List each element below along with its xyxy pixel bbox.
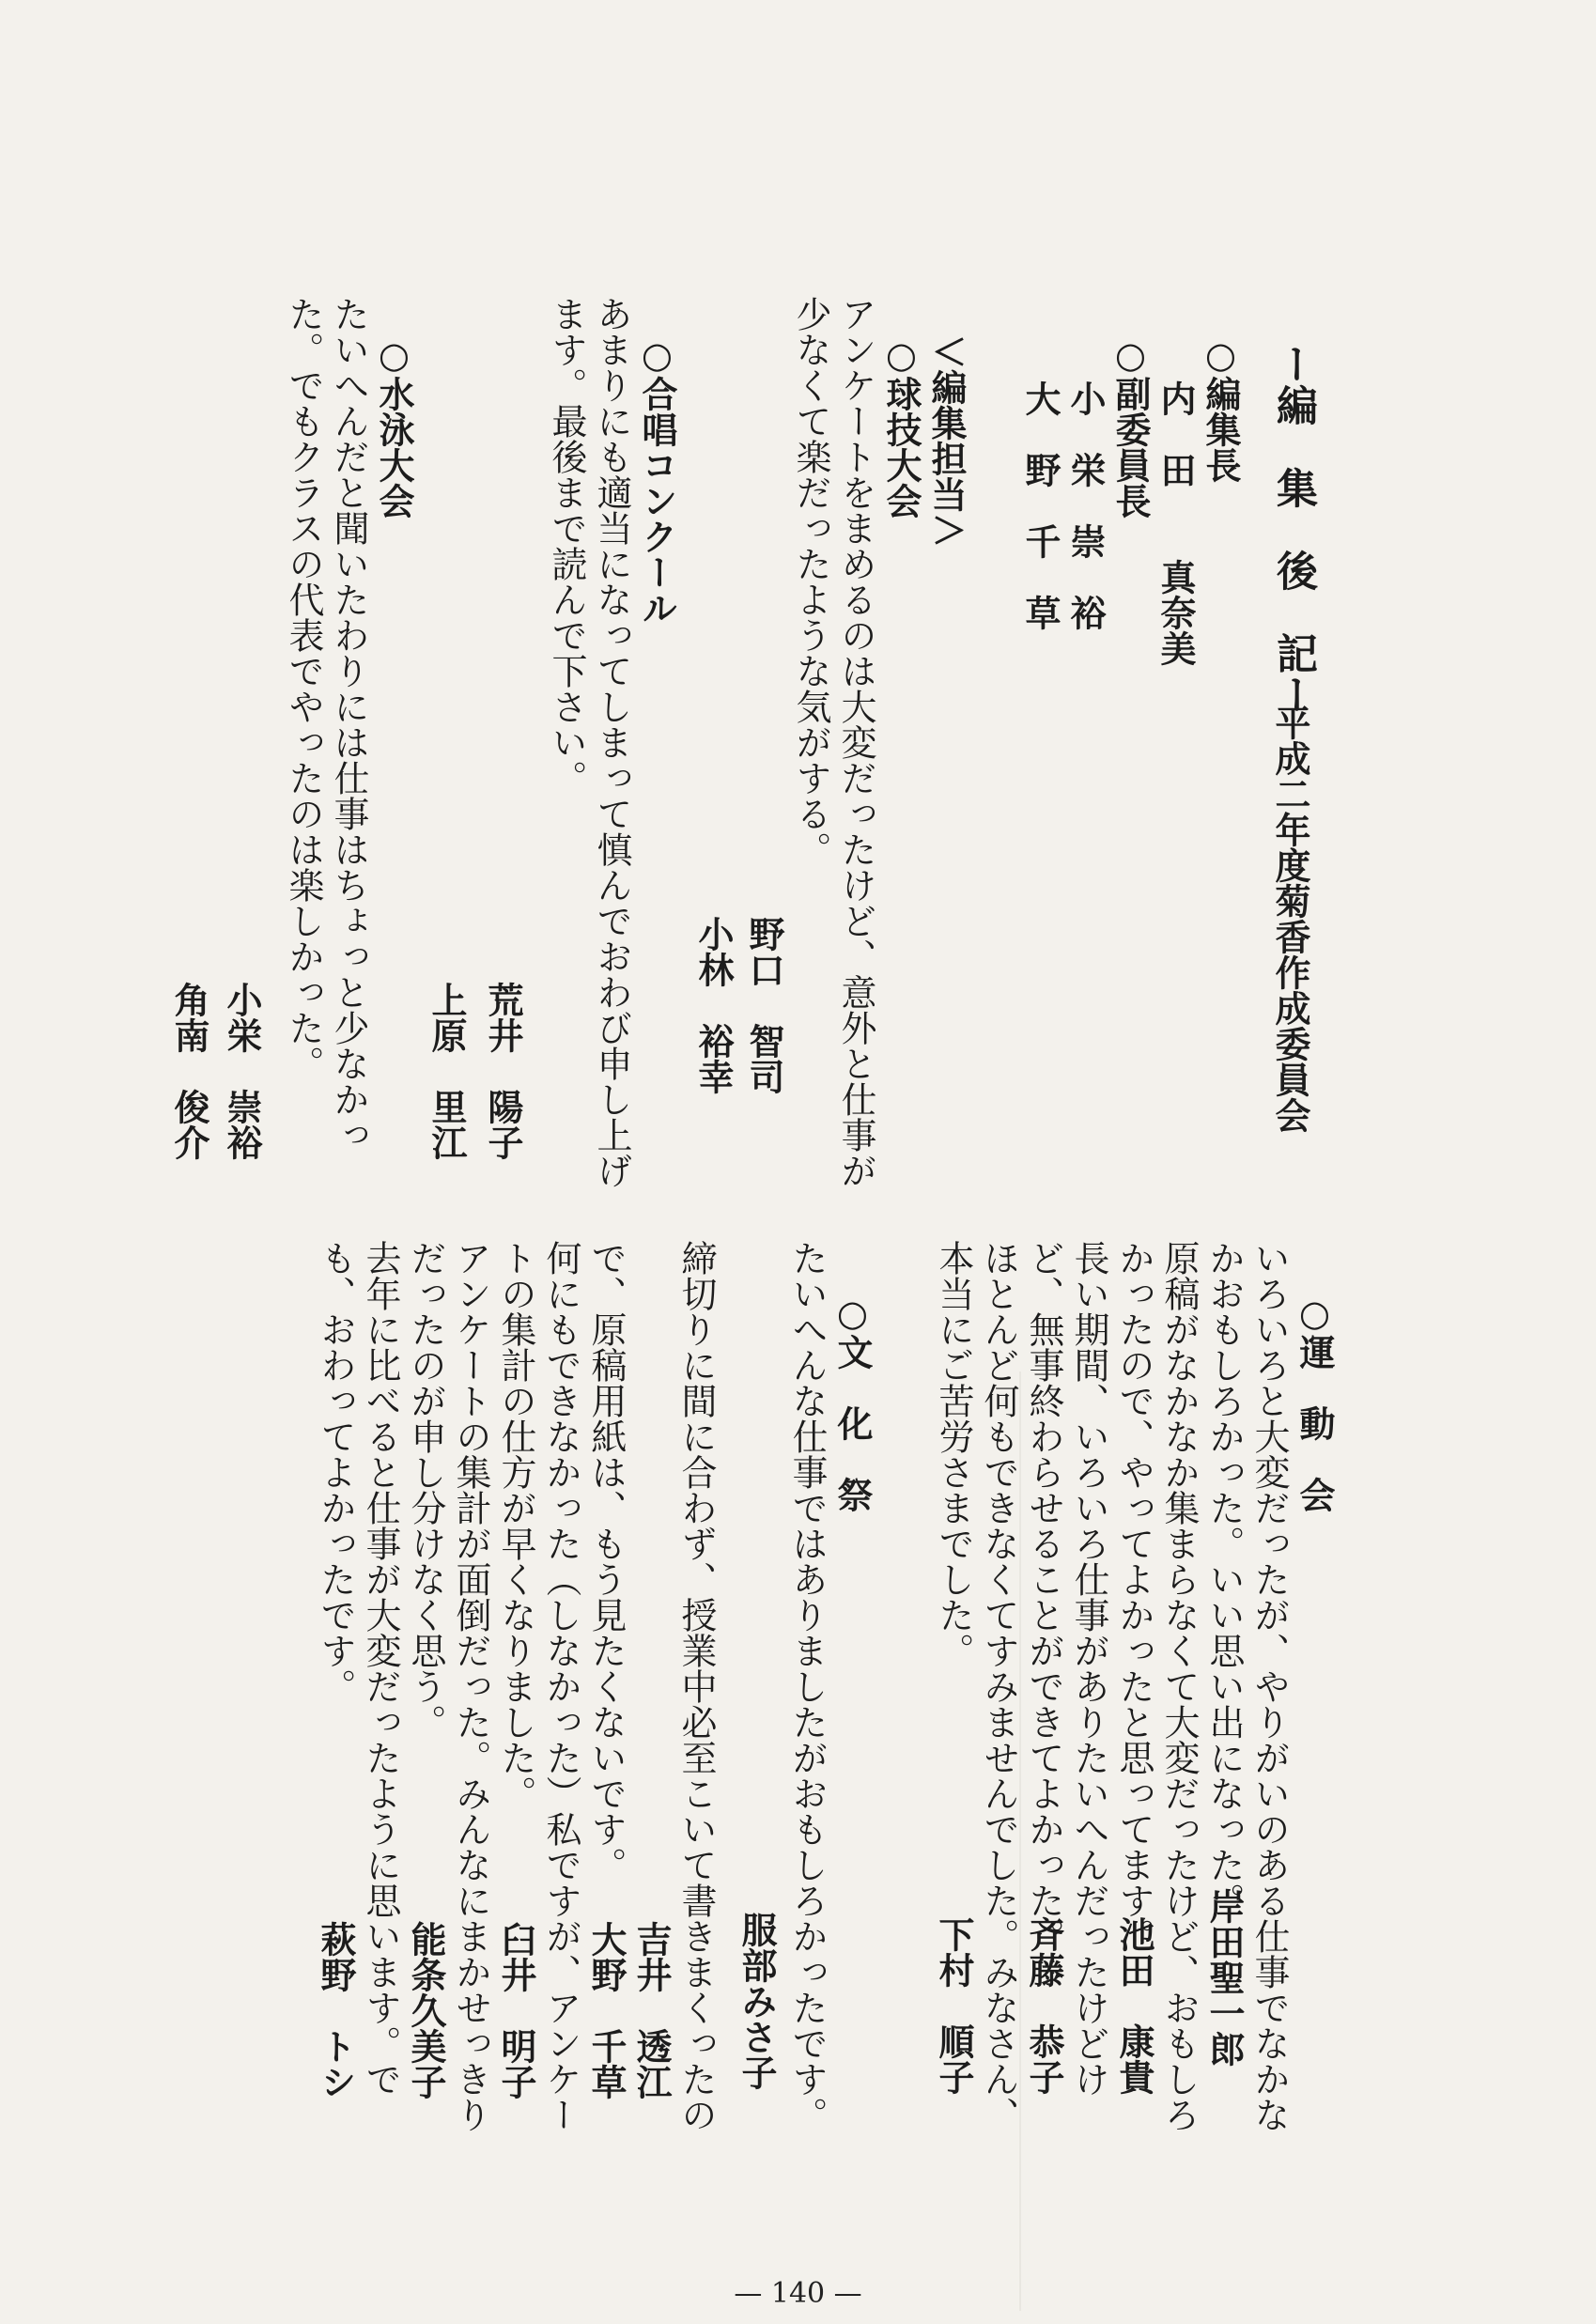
culture-festival-author-6: 萩野 トシ [315,1921,357,2099]
chorus-contest-line-1: あまりにも適当になってしまって慎んでおわび申し上げ [591,296,632,1188]
assignments-heading: ＜編集担当＞ [925,333,968,548]
vice-chair-heading: ○副委員長 [1109,333,1152,519]
swim-meet-heading: ○水泳大会 [373,333,415,519]
chorus-contest-line-2: ます。最後まで読んで下さい。 [546,296,587,796]
vice-chair-name-2: 大 野 千 草 [1019,380,1061,630]
culture-festival-line-3: で、原稿用紙は、もう見たくないです。 [585,1240,627,1882]
culture-festival-author-3: 大野 千草 [585,1921,628,2099]
culture-festival-line-5: トの集計の仕方が早くなりました。 [495,1240,536,1811]
sports-festival-author-1: 岸田聖一郎 [1203,1888,1246,2067]
culture-festival-line-8: 去年に比べると仕事が大変だったように思います。で [360,1240,401,2097]
chorus-contest-author-2: 上原 里江 [426,982,468,1160]
ball-games-author-1: 野口 智司 [743,916,785,1094]
chorus-contest-author-1: 荒井 陽子 [482,982,524,1160]
sports-festival-line-2: かおもしろかった。いい思い出になった。 [1203,1240,1245,1918]
culture-festival-author-1: 服部みさ子 [736,1912,778,2090]
culture-festival-author-4: 臼井 明子 [495,1921,537,2099]
committee-name: 平成二年度菊香作成委員会 [1269,705,1311,1133]
sports-festival-line-8: 本当にご苦労さまでした。 [933,1240,974,1668]
swim-meet-line-2: た。でもクラスの代表でやったのは楽しかった。 [283,296,324,1081]
sports-festival-heading: ○運 動 会 [1294,1292,1336,1512]
chorus-contest-heading: ○合唱コンクール [636,333,678,626]
culture-festival-heading: ○文 化 祭 [831,1292,874,1512]
chief-editor-name: 内 田 真奈美 [1154,380,1197,666]
culture-festival-line-4: 何にもできなかった（しなかった）私ですが、アンケー [540,1240,581,2132]
sports-festival-line-3: 原稿がなかなか集まらなくて大変だったけど、おもしろ [1158,1240,1200,2132]
ball-games-line-2: 少なくて楽だったような気がする。 [790,296,831,867]
sports-festival-author-2: 池田 康貴 [1113,1916,1155,2095]
sports-festival-author-4: 下村 順子 [933,1916,975,2095]
page-fold-line [1019,1371,1021,2311]
vice-chair-name-1: 小 栄 崇 裕 [1064,380,1107,630]
culture-festival-line-9: も、おわってよかったです。 [315,1240,356,1704]
sports-festival-line-4: かったので、やってよかったと思ってます。 [1113,1240,1154,1954]
sports-festival-line-7: ほとんど何もできなくてすみませんでした。みなさん、 [978,1240,1019,2132]
ball-games-author-2: 小林 裕幸 [692,916,735,1094]
culture-festival-line-2: 締切りに間に合わず、授業中必至こいて書きまくったの [675,1240,717,2132]
chief-editor-heading: ○編集長 [1200,333,1242,483]
culture-festival-author-5: 能条久美子 [405,1921,447,2099]
sports-festival-author-3: 斉藤 恭子 [1023,1916,1065,2095]
sports-festival-line-1: いろいろと大変だったが、やりがいのある仕事でなかな [1248,1240,1290,2132]
swim-meet-author-1: 小栄 崇裕 [221,982,263,1160]
ball-games-heading: ○球技大会 [880,333,922,519]
sports-festival-line-5: 長い期間、いろいろ仕事がありたいへんだったけどけ [1068,1240,1109,2097]
culture-festival-line-6: アンケートの集計が面倒だった。みんなにまかせっきり [450,1240,491,2132]
page-number: — 140 — [734,2277,862,2310]
culture-festival-author-2: 吉井 透江 [630,1921,673,2099]
swim-meet-line-1: たいへんだと聞いたわりには仕事はちょっと少なかっ [328,296,369,1153]
sports-festival-line-6: ど、無事終わらせることができてよかった。 [1023,1240,1064,1954]
ball-games-line-1: アンケートをまめるのは大変だったけど、意外と仕事が [835,296,876,1188]
swim-meet-author-2: 角南 俊介 [168,982,210,1160]
culture-festival-line-7: だったのが申し分けなく思う。 [405,1240,446,1740]
afterword-title: ー編 集 後 記ー [1269,343,1317,715]
culture-festival-line-1: たいへんな仕事ではありましたがおもしろかったです。 [786,1240,828,2132]
